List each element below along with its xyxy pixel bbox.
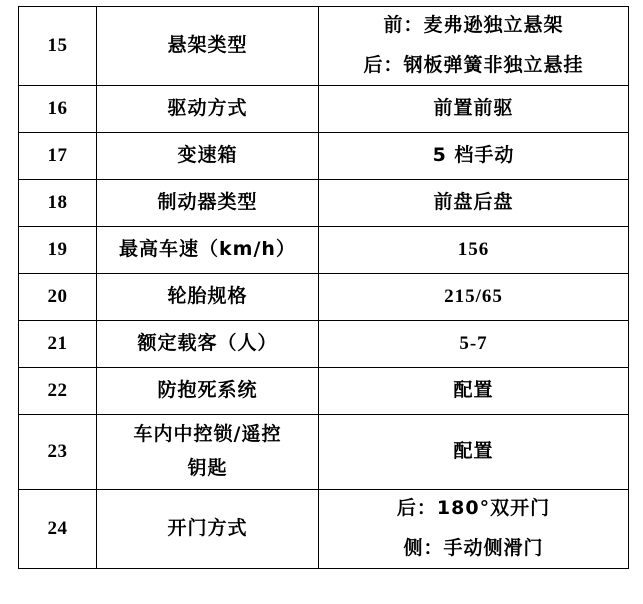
row-index: 23 bbox=[19, 415, 97, 490]
row-name bbox=[97, 368, 319, 415]
row-name bbox=[97, 227, 319, 274]
row-index: 17 bbox=[19, 133, 97, 180]
row-name-line: 轮胎规格 bbox=[167, 285, 248, 308]
row-name-line: 驱动方式 bbox=[167, 97, 248, 120]
row-value-line: 配置 bbox=[453, 379, 494, 402]
table-row bbox=[19, 368, 629, 415]
row-value bbox=[319, 490, 629, 569]
row-name-line: 最高车速（km/h） bbox=[119, 238, 296, 261]
row-name-line: 制动器类型 bbox=[157, 191, 258, 214]
row-name-line: 车内中控锁/遥控 bbox=[133, 423, 282, 446]
row-value-line: 后：180°双开门 bbox=[396, 497, 551, 520]
table-row bbox=[19, 133, 629, 180]
table-row bbox=[19, 274, 629, 321]
table-row bbox=[19, 180, 629, 227]
vehicle-spec-table bbox=[18, 6, 629, 569]
row-value-line: 5 档手动 bbox=[432, 144, 515, 167]
row-name-line: 开门方式 bbox=[167, 517, 248, 540]
row-value bbox=[319, 227, 629, 274]
row-index: 20 bbox=[19, 274, 97, 321]
row-name bbox=[97, 321, 319, 368]
row-value-line: 156 bbox=[457, 239, 490, 261]
row-name-line: 防抱死系统 bbox=[157, 379, 258, 402]
row-value-line: 前置前驱 bbox=[433, 97, 514, 120]
table-row bbox=[19, 490, 629, 569]
row-value-line: 前：麦弗逊独立悬架 bbox=[383, 14, 564, 37]
table-row bbox=[19, 86, 629, 133]
row-value bbox=[319, 7, 629, 86]
row-value bbox=[319, 274, 629, 321]
row-value bbox=[319, 180, 629, 227]
row-index: 21 bbox=[19, 321, 97, 368]
row-name bbox=[97, 86, 319, 133]
table-row bbox=[19, 415, 629, 490]
document-page bbox=[0, 6, 643, 604]
row-index: 15 bbox=[19, 7, 97, 86]
row-name-line: 悬架类型 bbox=[167, 34, 248, 57]
table-row bbox=[19, 321, 629, 368]
row-value bbox=[319, 321, 629, 368]
row-name-line: 额定载客（人） bbox=[137, 332, 278, 355]
row-name bbox=[97, 7, 319, 86]
row-value bbox=[319, 86, 629, 133]
table-body bbox=[19, 7, 629, 569]
row-name bbox=[97, 415, 319, 490]
row-index: 22 bbox=[19, 368, 97, 415]
row-name bbox=[97, 180, 319, 227]
row-value-line: 后：钢板弹簧非独立悬挂 bbox=[363, 54, 584, 76]
row-value bbox=[319, 133, 629, 180]
row-value-line: 5-7 bbox=[459, 333, 488, 355]
table-row bbox=[19, 227, 629, 274]
row-value bbox=[319, 368, 629, 415]
row-name bbox=[97, 274, 319, 321]
row-name-line: 钥匙 bbox=[187, 457, 228, 479]
row-index: 24 bbox=[19, 490, 97, 569]
row-value-line: 前盘后盘 bbox=[433, 191, 514, 214]
row-value-line: 配置 bbox=[453, 440, 494, 463]
row-name bbox=[97, 133, 319, 180]
table-row bbox=[19, 7, 629, 86]
row-index: 18 bbox=[19, 180, 97, 227]
row-index: 16 bbox=[19, 86, 97, 133]
row-index: 19 bbox=[19, 227, 97, 274]
row-value-line: 侧：手动侧滑门 bbox=[403, 537, 544, 559]
row-name-line: 变速箱 bbox=[177, 144, 238, 167]
row-name bbox=[97, 490, 319, 569]
row-value bbox=[319, 415, 629, 490]
row-value-line: 215/65 bbox=[444, 286, 503, 308]
